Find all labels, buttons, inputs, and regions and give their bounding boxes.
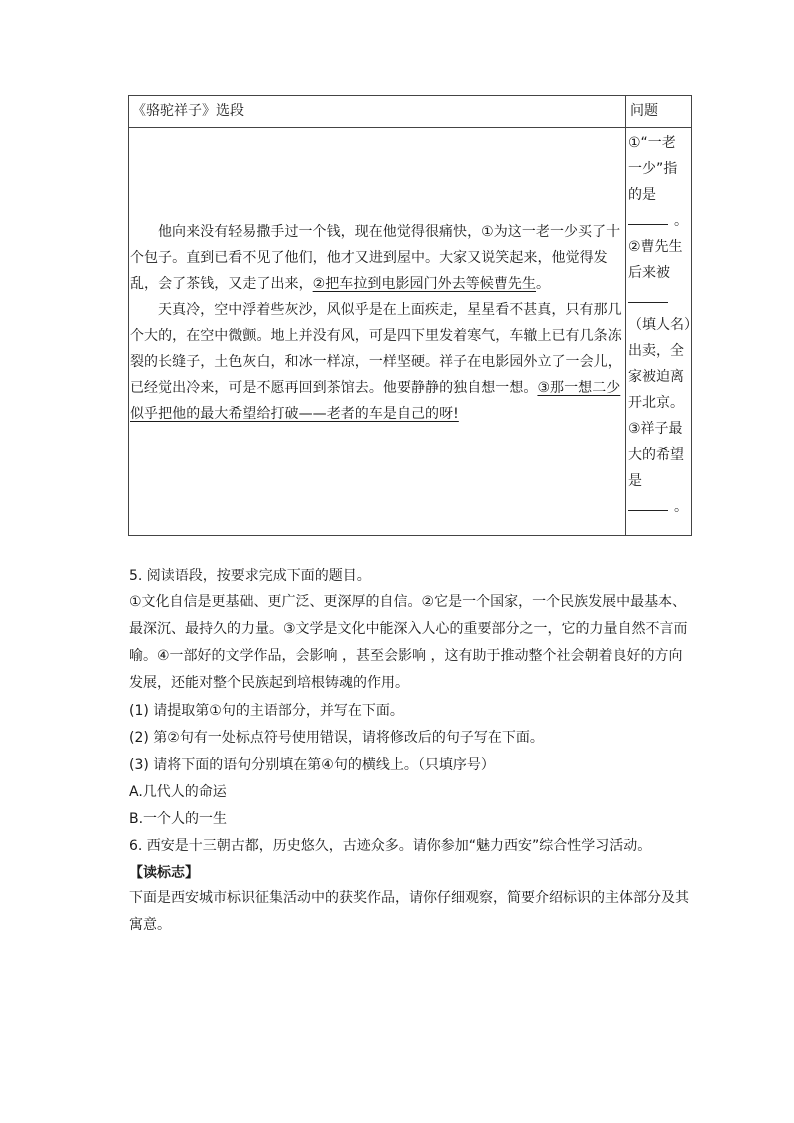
excerpt-underlined-sentence-3: ③那一想二少似乎把他的最大希望给打破——老者的车是自己的呀! <box>130 380 621 422</box>
excerpt-p2-text: 天真冷，空中浮着些灰沙，风似乎是在上面疾走，星星看不甚真，只有那几个大的，在空中微颤。地上并没有风，可是四下里发着寒气，车辙上已有几条冻裂的长缝子，土色灰白，和冰一样凉，一样坚硬。祥子在电影园外立了一会儿，已经觉出冷来，可是不愿再回到茶馆去。他要静静的独自想一想。 <box>130 302 622 396</box>
q3-answer-line <box>628 494 692 520</box>
q1-answer-line <box>628 208 692 234</box>
excerpt-underlined-sentence-2: ②把车拉到电影园门外去等候曹先生 <box>312 276 537 292</box>
q6-title: 6. 西安是十三朝古都，历史悠久，古迹众多。请你参加“魅力西安”综合性学习活动。 <box>129 838 652 854</box>
q3-answer-blank[interactable] <box>628 494 668 511</box>
q6-section-heading: 【读标志】 <box>129 865 199 881</box>
q2-line-6: 开北京。 <box>628 395 684 411</box>
q2-line-4: 出卖，全 <box>628 343 684 359</box>
q5-passage: ①文化自信是更基础、更广泛、更深厚的自信。②它是一个国家，一个民族发展中最基本、最深沉、最持久的力量。③文学是文化中能深入人心的重要部分之一，它的力量自然不言而喻。④一部好的文学作品，会影响 ，甚至会影响 ，这有助于推动整个社会朝着良好的方向发展，还能对整个民族起到培根铸魂的作用。 <box>129 594 688 691</box>
q3-period: 。 <box>674 499 688 515</box>
q5-title: 5. 阅读语段，按要求完成下面的题目。 <box>129 568 371 584</box>
q5-option-a: A.几代人的命运 <box>129 784 227 800</box>
q5-sub-question-1: (1) 请提取第①句的主语部分，并写在下面。 <box>129 703 404 719</box>
q2-line-3: （填人名） <box>628 317 698 333</box>
q2-answer-blank[interactable] <box>628 286 668 303</box>
q2-answer-line <box>628 286 692 312</box>
excerpt-paragraph-2 <box>130 297 624 427</box>
q5-option-b: B.一个人的一生 <box>129 811 228 827</box>
q5-sub-question-3: (3) 请将下面的语句分别填在第④句的横线上。（只填序号） <box>129 757 495 773</box>
q1-answer-blank[interactable] <box>628 208 668 225</box>
q3-line-3: 是 <box>628 473 642 489</box>
excerpt-p1-end: 。 <box>536 276 551 292</box>
q1-period: 。 <box>674 213 688 229</box>
table-header-divider <box>129 127 691 128</box>
novel-excerpt <box>130 219 624 427</box>
table-column-divider <box>625 96 626 535</box>
q3-line-2: 大的希望 <box>628 447 684 463</box>
q3-line-1: ③祥子最 <box>628 421 683 437</box>
table-header-questions: 问题 <box>630 103 658 119</box>
q2-line-1: ②曹先生 <box>628 239 683 255</box>
questions-column <box>628 130 698 520</box>
excerpt-p1-text: 他向来没有轻易撒手过一个钱，现在他觉得很痛快，①为这一老一少买了十个包子。直到已看不见了他们，他才又进到屋中。大家又说笑起来，他觉得发乱，会了茶钱，又走了出来， <box>130 224 621 292</box>
q2-line-2: 后来被 <box>628 265 670 281</box>
excerpt-paragraph-1 <box>130 219 624 297</box>
q1-line-3: 的是 <box>628 187 656 203</box>
q2-line-5: 家被迫离 <box>628 369 684 385</box>
q6-text: 下面是西安城市标识征集活动中的获奖作品，请你仔细观察，简要介绍标识的主体部分及其寓意。 <box>129 890 689 933</box>
q5-sub-question-2: (2) 第②句有一处标点符号使用错误，请将修改后的句子写在下面。 <box>129 730 544 746</box>
q1-line-2: 一少”指 <box>628 161 678 177</box>
reading-table <box>128 95 698 536</box>
table-header-passage: 《骆驼祥子》选段 <box>132 103 244 119</box>
q1-line-1: ①“一老 <box>628 135 676 151</box>
